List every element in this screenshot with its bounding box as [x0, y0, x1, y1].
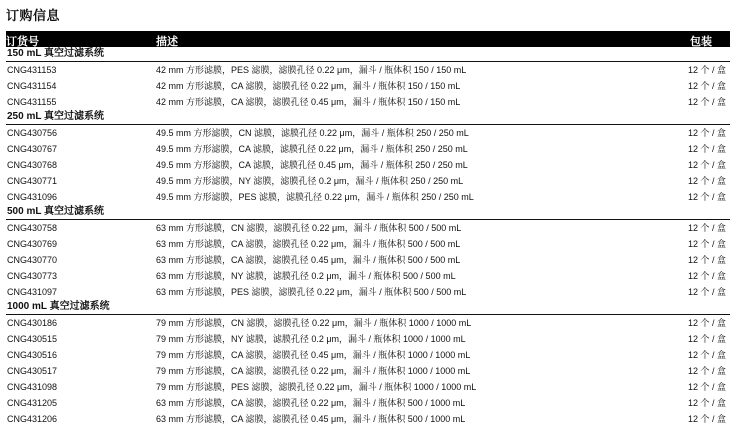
description: 79 mm 方形滤膜，CA 滤膜，滤膜孔径 0.22 μm，漏斗 / 瓶体积 1000 / 1000 mL	[156, 366, 471, 376]
table-row	[6, 78, 730, 94]
table-row	[6, 94, 730, 110]
description: 79 mm 方形滤膜，CA 滤膜，滤膜孔径 0.45 μm，漏斗 / 瓶体积 1000 / 1000 mL	[156, 350, 471, 360]
package: 12 个 / 盒	[687, 382, 726, 392]
header-package: 包装	[690, 36, 712, 48]
order-code: CNG430769	[7, 239, 58, 249]
description: 42 mm 方形滤膜，CA 滤膜，滤膜孔径 0.22 μm，漏斗 / 瓶体积 150 / 150 mL	[156, 81, 461, 91]
order-code: CNG430768	[7, 160, 58, 170]
description: 79 mm 方形滤膜，CN 滤膜，滤膜孔径 0.22 μm，漏斗 / 瓶体积 1000 / 1000 mL	[156, 318, 472, 328]
package: 12 个 / 盒	[687, 223, 726, 233]
order-code: CNG431206	[7, 414, 58, 424]
package: 12 个 / 盒	[687, 176, 726, 186]
header-description: 描述	[156, 36, 178, 48]
table-row	[6, 331, 730, 347]
page-title: 订购信息	[6, 8, 61, 23]
section-title: 250 mL 真空过滤系统	[6, 110, 730, 125]
table-row	[6, 363, 730, 379]
order-code: CNG430186	[7, 318, 58, 328]
description: 63 mm 方形滤膜，CA 滤膜，滤膜孔径 0.45 μm，漏斗 / 瓶体积 500 / 1000 mL	[156, 414, 466, 424]
description: 49.5 mm 方形滤膜，CA 滤膜，滤膜孔径 0.45 μm，漏斗 / 瓶体积 250 / 250 mL	[156, 160, 468, 170]
header-order-no: 订货号	[6, 36, 39, 48]
table-row	[6, 395, 730, 411]
section-title: 500 mL 真空过滤系统	[6, 205, 730, 220]
table-row	[6, 220, 730, 236]
description: 63 mm 方形滤膜，CN 滤膜，滤膜孔径 0.22 μm，漏斗 / 瓶体积 500 / 500 mL	[156, 223, 462, 233]
description: 49.5 mm 方形滤膜，NY 滤膜，滤膜孔径 0.2 μm，漏斗 / 瓶体积 250 / 250 mL	[156, 176, 464, 186]
table-body	[6, 47, 730, 427]
package: 12 个 / 盒	[687, 398, 726, 408]
description: 49.5 mm 方形滤膜，PES 滤膜，滤膜孔径 0.22 μm，漏斗 / 瓶体积 250 / 250 mL	[156, 192, 474, 202]
section-title: 1000 mL 真空过滤系统	[6, 300, 730, 315]
order-code: CNG430767	[7, 144, 58, 154]
table-row	[6, 268, 730, 284]
order-code: CNG431153	[7, 65, 57, 75]
package: 12 个 / 盒	[687, 414, 726, 424]
order-code: CNG430516	[7, 350, 58, 360]
table-row	[6, 189, 730, 205]
package: 12 个 / 盒	[687, 318, 726, 328]
order-code: CNG431097	[7, 287, 58, 297]
order-code: CNG430771	[7, 176, 58, 186]
table-row	[6, 236, 730, 252]
order-code: CNG431098	[7, 382, 58, 392]
order-code: CNG430770	[7, 255, 58, 265]
order-code: CNG430758	[7, 223, 58, 233]
order-code: CNG430773	[7, 271, 58, 281]
package: 12 个 / 盒	[687, 65, 726, 75]
order-code: CNG431096	[7, 192, 58, 202]
order-code: CNG430517	[7, 366, 58, 376]
table-row	[6, 411, 730, 427]
order-code: CNG430515	[7, 334, 58, 344]
table-row	[6, 157, 730, 173]
order-code: CNG431155	[7, 97, 57, 107]
package: 12 个 / 盒	[687, 239, 726, 249]
table-row	[6, 173, 730, 189]
table-row	[6, 284, 730, 300]
description: 49.5 mm 方形滤膜，CN 滤膜，滤膜孔径 0.22 μm，漏斗 / 瓶体积 250 / 250 mL	[156, 128, 469, 138]
description: 63 mm 方形滤膜，CA 滤膜，滤膜孔径 0.22 μm，漏斗 / 瓶体积 500 / 1000 mL	[156, 398, 466, 408]
description: 79 mm 方形滤膜，NY 滤膜，滤膜孔径 0.2 μm，漏斗 / 瓶体积 1000 / 1000 mL	[156, 334, 466, 344]
description: 49.5 mm 方形滤膜，CA 滤膜，滤膜孔径 0.22 μm，漏斗 / 瓶体积 250 / 250 mL	[156, 144, 468, 154]
package: 12 个 / 盒	[687, 271, 726, 281]
table-header	[6, 31, 730, 47]
package: 12 个 / 盒	[687, 81, 726, 91]
description: 79 mm 方形滤膜，PES 滤膜，滤膜孔径 0.22 μm，漏斗 / 瓶体积 1000 / 1000 mL	[156, 382, 477, 392]
description: 63 mm 方形滤膜，CA 滤膜，滤膜孔径 0.22 μm，漏斗 / 瓶体积 500 / 500 mL	[156, 239, 461, 249]
order-code: CNG431205	[7, 398, 58, 408]
order-code: CNG430756	[7, 128, 58, 138]
table-row	[6, 141, 730, 157]
package: 12 个 / 盒	[687, 144, 726, 154]
description: 63 mm 方形滤膜，CA 滤膜，滤膜孔径 0.45 μm，漏斗 / 瓶体积 500 / 500 mL	[156, 255, 461, 265]
package: 12 个 / 盒	[687, 192, 726, 202]
package: 12 个 / 盒	[687, 128, 726, 138]
table-row	[6, 125, 730, 141]
package: 12 个 / 盒	[687, 334, 726, 344]
description: 42 mm 方形滤膜，PES 滤膜，滤膜孔径 0.22 μm，漏斗 / 瓶体积 150 / 150 mL	[156, 65, 467, 75]
package: 12 个 / 盒	[687, 350, 726, 360]
table-row	[6, 252, 730, 268]
section-title: 150 mL 真空过滤系统	[6, 47, 730, 62]
description: 63 mm 方形滤膜，NY 滤膜，滤膜孔径 0.2 μm，漏斗 / 瓶体积 500 / 500 mL	[156, 271, 456, 281]
package: 12 个 / 盒	[687, 366, 726, 376]
description: 42 mm 方形滤膜，CA 滤膜，滤膜孔径 0.45 μm，漏斗 / 瓶体积 150 / 150 mL	[156, 97, 461, 107]
table-row	[6, 315, 730, 331]
package: 12 个 / 盒	[687, 160, 726, 170]
order-code: CNG431154	[7, 81, 57, 91]
package: 12 个 / 盒	[687, 255, 726, 265]
package: 12 个 / 盒	[687, 97, 726, 107]
description: 63 mm 方形滤膜，PES 滤膜，滤膜孔径 0.22 μm，漏斗 / 瓶体积 500 / 500 mL	[156, 287, 467, 297]
package: 12 个 / 盒	[687, 287, 726, 297]
table-row	[6, 347, 730, 363]
table-row	[6, 379, 730, 395]
table-row	[6, 62, 730, 78]
